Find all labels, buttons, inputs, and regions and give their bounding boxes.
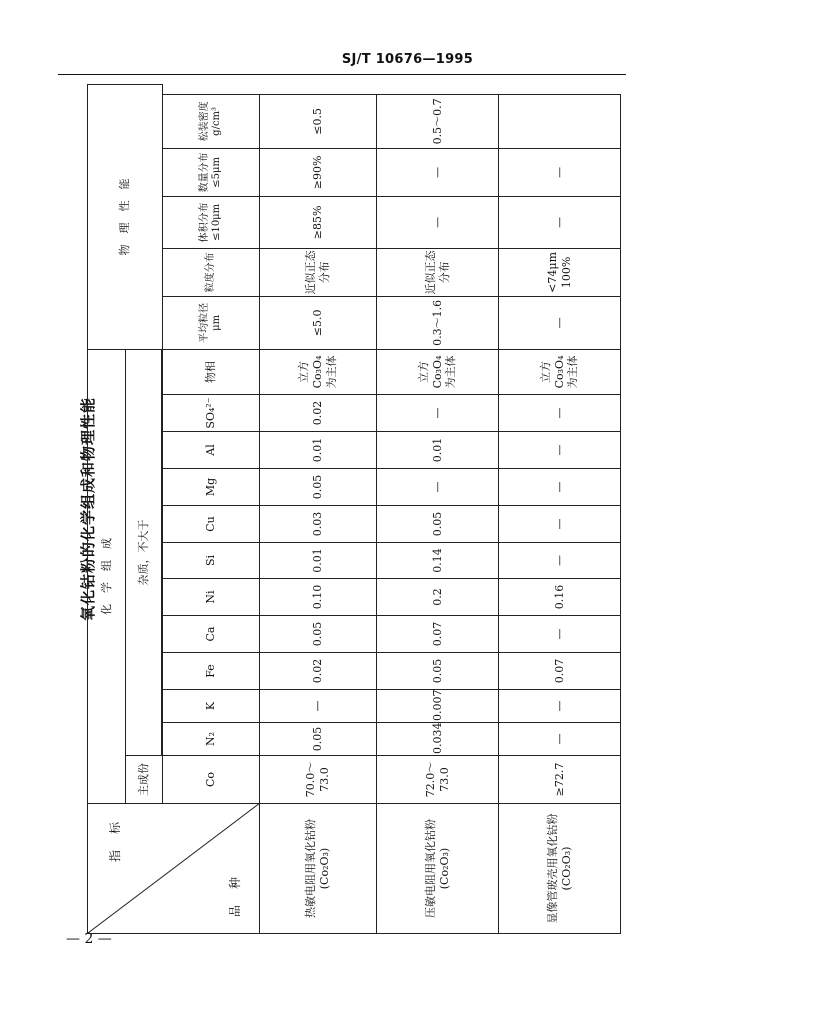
header-num-dist: 数量分布 ≤5μm <box>163 148 260 196</box>
cell-phase: 立方Co₃O₄为主体 <box>377 349 499 394</box>
row-formula: (Co₂O₃) <box>437 847 451 890</box>
cell-vol-dist: ≥85% <box>260 196 377 248</box>
cell-al: 0.01 <box>260 432 377 469</box>
cell-ni: 0.2 <box>377 579 499 616</box>
cell-phase: 立方Co₃O₄为主体 <box>260 349 377 394</box>
cell-ca: — <box>499 616 621 653</box>
header-physical: 物 理 性 能 <box>88 85 163 350</box>
header-k: K <box>163 690 260 723</box>
row-name-text: 显像管玻壳用氧化钴粉 <box>545 813 559 924</box>
cell-tap-density: 0.5～0.7 <box>377 94 499 148</box>
cell-k: — <box>499 690 621 723</box>
table-row <box>499 85 621 934</box>
header-fe: Fe <box>163 653 260 690</box>
cell-co: ≥72.7 <box>499 756 621 804</box>
cell-avg-size: ≤5.0 <box>260 296 377 349</box>
cell-si: — <box>499 543 621 579</box>
cell-ni: 0.16 <box>499 579 621 616</box>
header-main-component: 主成份 <box>126 756 163 804</box>
cell-si: 0.14 <box>377 543 499 579</box>
cell-num-dist: — <box>499 148 621 196</box>
table-row <box>377 85 499 934</box>
rotated-table-page <box>66 84 644 934</box>
composition-table <box>87 84 621 934</box>
cell-k: 0.007 <box>377 690 499 723</box>
cell-al: — <box>499 432 621 469</box>
cell-tap-density <box>499 94 621 148</box>
cell-avg-size: — <box>499 296 621 349</box>
cell-tap-density: ≤0.5 <box>260 94 377 148</box>
header-si: Si <box>163 543 260 579</box>
cell-mg: 0.05 <box>260 469 377 506</box>
cell-al: 0.01 <box>377 432 499 469</box>
table-title: 氧化钴粉的化学组成和物理性能 <box>79 397 97 622</box>
header-impurities: 杂质，不大于 <box>126 349 162 755</box>
header-n2: N₂ <box>163 723 260 756</box>
row-name-text: 热敏电阻用氧化钴粉 <box>304 819 318 918</box>
header-ca: Ca <box>163 616 260 653</box>
cell-num-dist: ≥90% <box>260 148 377 196</box>
header-size-dist: 粒度分布 <box>163 248 260 296</box>
cell-fe: 0.02 <box>260 653 377 690</box>
cell-vol-dist: — <box>499 196 621 248</box>
cell-size-dist: 近似正态分布 <box>377 248 499 296</box>
header-avg-size: 平均粒径 μm <box>163 296 260 349</box>
header-cu: Cu <box>163 506 260 543</box>
diagonal-header-cell <box>88 804 260 934</box>
header-al: Al <box>163 432 260 469</box>
header-zhibiao: 指 标 <box>108 820 122 863</box>
cell-fe: 0.07 <box>499 653 621 690</box>
cell-cu: 0.03 <box>260 506 377 543</box>
cell-num-dist: — <box>377 148 499 196</box>
cell-si: 0.01 <box>260 543 377 579</box>
cell-ca: 0.05 <box>260 616 377 653</box>
cell-n2: 0.05 <box>260 723 377 756</box>
table-row <box>260 85 377 934</box>
header-ni: Ni <box>163 579 260 616</box>
cell-k: — <box>260 690 377 723</box>
cell-size-dist: <74μm 100% <box>499 248 621 296</box>
cell-avg-size: 0.3～1.6 <box>377 296 499 349</box>
cell-co: 72.0～73.0 <box>377 756 499 804</box>
header-so4: SO₄²⁻ <box>163 395 260 432</box>
header-co: Co <box>163 756 260 804</box>
cell-n2: 0.034 <box>377 723 499 756</box>
cell-so4: 0.02 <box>260 395 377 432</box>
cell-mg: — <box>499 469 621 506</box>
cell-so4: — <box>377 395 499 432</box>
cell-cu: 0.05 <box>377 506 499 543</box>
row-formula: (CO₂O₃) <box>559 846 573 891</box>
cell-ca: 0.07 <box>377 616 499 653</box>
cell-so4: — <box>499 395 621 432</box>
row-formula: (Co₂O₃) <box>318 847 331 890</box>
cell-mg: — <box>377 469 499 506</box>
page-number: — 2 — <box>66 931 112 947</box>
row-name <box>260 804 377 934</box>
row-name-text: 压敏电阻用氧化钴粉 <box>423 819 437 918</box>
page-header: SJ/T 10676—1995 <box>341 52 474 67</box>
cell-cu: — <box>499 506 621 543</box>
header-rule <box>58 74 626 75</box>
cell-n2: — <box>499 723 621 756</box>
row-name <box>499 804 621 934</box>
cell-ni: 0.10 <box>260 579 377 616</box>
header-phase: 物相 <box>163 349 260 394</box>
cell-co: 70.0～73.0 <box>260 756 377 804</box>
header-pinzhong: 品 种 <box>228 874 242 917</box>
header-chemical: 化 学 组 成 <box>88 349 126 803</box>
header-mg: Mg <box>163 469 260 506</box>
cell-fe: 0.05 <box>377 653 499 690</box>
header-tap-density: 松装密度 g/cm³ <box>163 94 260 148</box>
row-name <box>377 804 499 934</box>
cell-vol-dist: — <box>377 196 499 248</box>
cell-phase: 立方Co₃O₄为主体 <box>499 349 621 394</box>
header-vol-dist: 体积分布 ≤10μm <box>163 196 260 248</box>
cell-size-dist: 近似正态分布 <box>260 248 377 296</box>
